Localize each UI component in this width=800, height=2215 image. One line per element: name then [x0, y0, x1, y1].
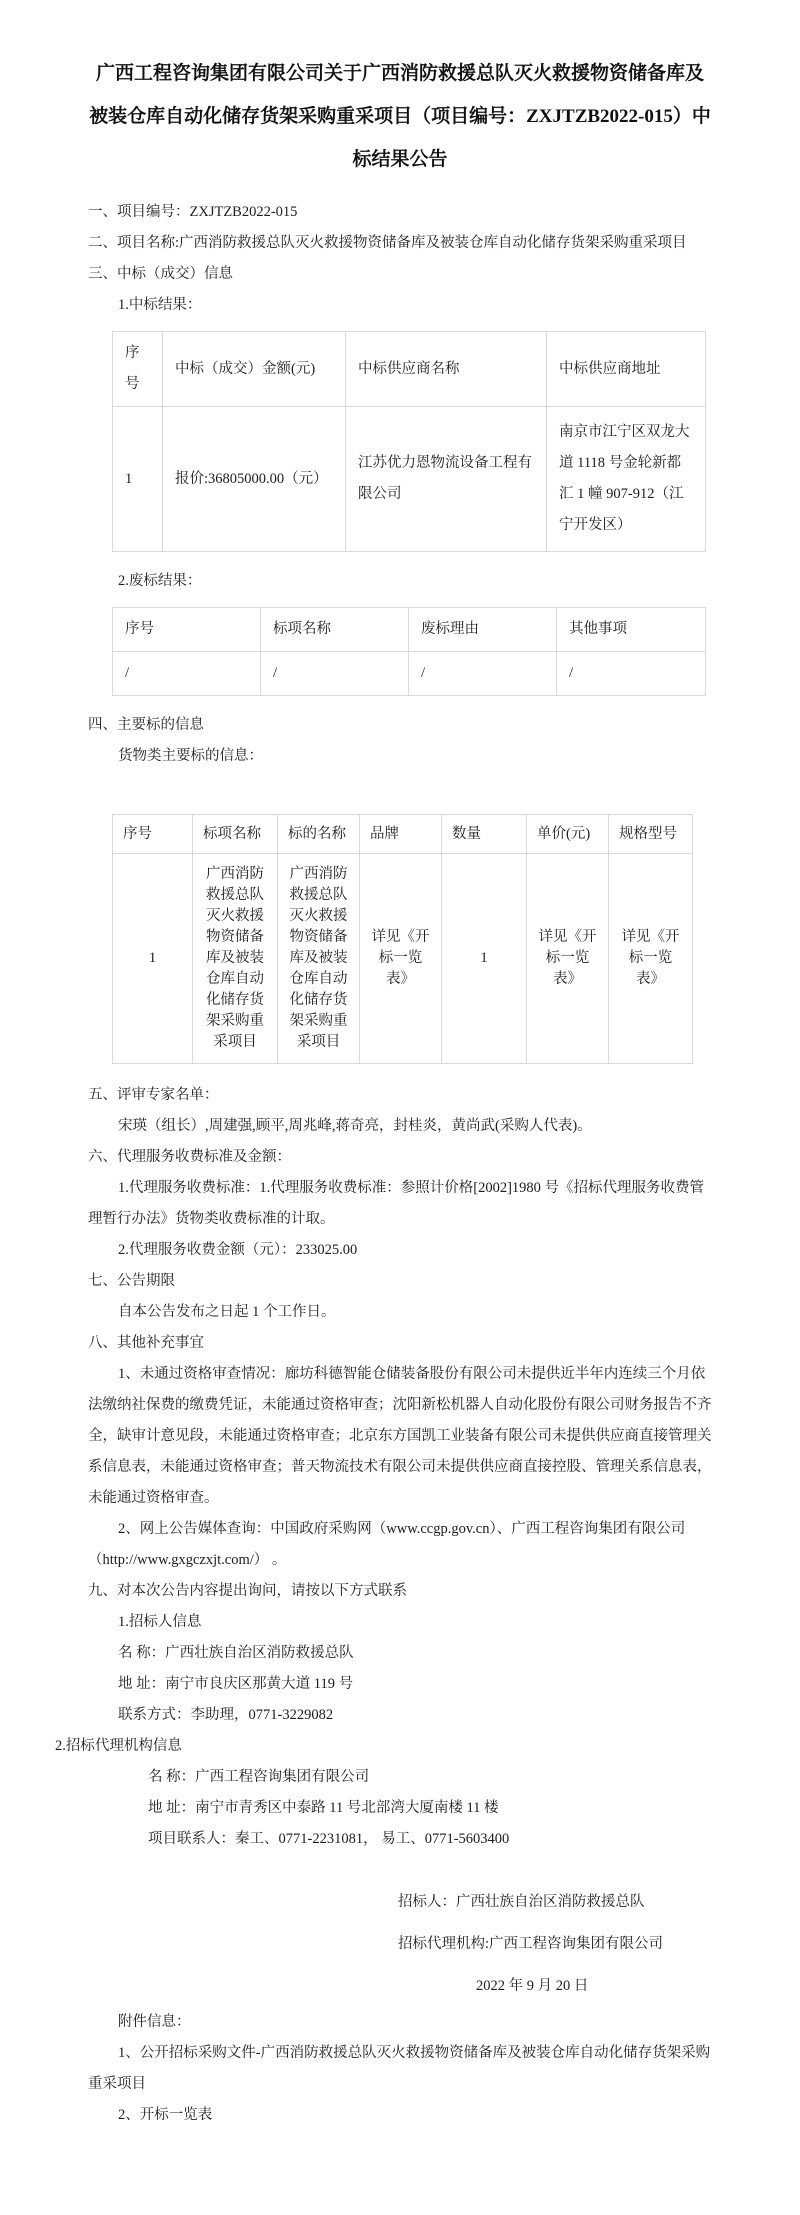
cell-other: /	[557, 652, 706, 696]
column-header-brand: 品牌	[360, 815, 442, 854]
agency-name: 名 称：广西工程咨询集团有限公司	[148, 1769, 370, 1785]
attachment-item-2: 2、开标一览表	[118, 2107, 213, 2123]
column-header-supplier-name: 中标供应商名称	[346, 332, 547, 407]
column-header-amount: 中标（成交）金额(元)	[163, 332, 346, 407]
award-result-table-header-row	[113, 332, 706, 407]
signature-block	[88, 1881, 712, 2007]
experts-list: 宋瑛（组长）,周建强,顾平,周兆峰,蒋奇亮，封桂炎，黄尚武(采购人代表)。	[118, 1118, 592, 1134]
column-header-subject-name: 标的名称	[278, 815, 360, 854]
section-award-heading: 三、中标（成交）信息	[88, 266, 233, 282]
cell-lot-name: 广西消防救援总队灭火救援物资储备库及被装仓库自动化储存货架采购重采项目	[193, 854, 278, 1064]
attachments-heading: 附件信息：	[118, 2014, 191, 2030]
period-body: 自本公告发布之日起 1 个工作日。	[118, 1304, 336, 1320]
column-header-unit-price: 单价(元)	[527, 815, 609, 854]
supplementary-qualification-note: 1、未通过资格审查情况：廊坊科德智能仓储装备股份有限公司未提供近半年内连续三个月依法缴纳社保费的缴费凭证，未能通过资格审查；沈阳新松机器人自动化股份有限公司财务报告不齐全，缺审计意见段，未能通过资格审查；北京东方国凯工业装备有限公司未提供供应商直接管理关系信息表，未能通过资格审查；普天物流技术有限公司未提供供应商直接控股、管理关系信息表，未能通过资格审查。	[88, 1366, 712, 1506]
table-row	[113, 407, 706, 552]
column-header-seq: 序号	[113, 815, 193, 854]
column-header-lot-name: 标项名称	[261, 608, 409, 652]
buyer-contact: 联系方式：李助理，0771-3229082	[118, 1707, 334, 1723]
agency-address: 地 址：南宁市青秀区中泰路 11 号北部湾大厦南楼 11 楼	[148, 1800, 499, 1816]
invalid-bid-table-header-row	[113, 608, 706, 652]
table-row	[113, 652, 706, 696]
invalid-bid-label: 2.废标结果：	[118, 573, 202, 589]
column-header-seq: 序号	[113, 332, 163, 407]
page-title: 广西工程咨询集团有限公司关于广西消防救援总队灭火救援物资储备库及被装仓库自动化储存货架采购重采项目（项目编号：ZXJTZB2022-015）中标结果公告	[89, 63, 711, 170]
column-header-spec-model: 规格型号	[609, 815, 693, 854]
section-subject-heading: 四、主要标的信息	[88, 717, 204, 733]
cell-subject-name: 广西消防救援总队灭火救援物资储备库及被装仓库自动化储存货架采购重采项目	[278, 854, 360, 1064]
column-header-lot-name: 标项名称	[193, 815, 278, 854]
subject-sub-label: 货物类主要标的信息：	[118, 748, 263, 764]
column-header-quantity: 数量	[442, 815, 527, 854]
cell-supplier-name: 江苏优力恩物流设备工程有限公司	[346, 407, 547, 552]
cell-seq: 1	[113, 854, 193, 1064]
cell-lot-name: /	[261, 652, 409, 696]
signature-agency: 招标代理机构:广西工程咨询集团有限公司	[398, 1936, 664, 1952]
section-agency-fee-heading: 六、代理服务收费标准及金额：	[88, 1149, 291, 1165]
section-period-heading: 七、公告期限	[88, 1273, 175, 1289]
column-header-seq: 序号	[113, 608, 261, 652]
signature-bidder: 招标人：广西壮族自治区消防救援总队	[398, 1894, 645, 1910]
cell-seq: /	[113, 652, 261, 696]
section-experts-heading: 五、评审专家名单：	[88, 1087, 219, 1103]
agency-fee-standard: 1.代理服务收费标准：1.代理服务收费标准：参照计价格[2002]1980 号《招标代理服务收费管理暂行办法》货物类收费标准的计取。	[88, 1180, 705, 1227]
column-header-invalid-reason: 废标理由	[409, 608, 557, 652]
buyer-address: 地 址：南宁市良庆区那黄大道 119 号	[118, 1676, 354, 1692]
agency-contact: 项目联系人：秦工、0771-2231081， 易工、0771-5603400	[148, 1831, 510, 1847]
attachment-item-1: 1、公开招标采购文件-广西消防救援总队灭火救援物资储备库及被装仓库自动化储存货架采购重采项目	[88, 2045, 711, 2092]
cell-brand: 详见《开标一览表》	[360, 854, 442, 1064]
agency-info-label: 2.招标代理机构信息	[55, 1738, 182, 1754]
cell-invalid-reason: /	[409, 652, 557, 696]
signature-date: 2022 年 9 月 20 日	[476, 1978, 589, 1994]
section-contact-heading: 九、对本次公告内容提出询问，请按以下方式联系	[88, 1583, 407, 1599]
cell-seq: 1	[113, 407, 163, 552]
invalid-bid-table	[112, 607, 706, 696]
subject-matter-table	[112, 814, 693, 1064]
cell-supplier-address: 南京市江宁区双龙大道 1118 号金轮新都汇 1 幢 907-912（江宁开发区）	[547, 407, 706, 552]
supplementary-media-note: 2、网上公告媒体查询：中国政府采购网（www.ccgp.gov.cn）、广西工程咨询集团有限公司（http://www.gxgczxjt.com/） 。	[88, 1521, 686, 1568]
cell-spec-model: 详见《开标一览表》	[609, 854, 693, 1064]
cell-quantity: 1	[442, 854, 527, 1064]
section-project-name: 二、项目名称:广西消防救援总队灭火救援物资储备库及被装仓库自动化储存货架采购重采项目	[88, 235, 687, 251]
buyer-info-label: 1.招标人信息	[118, 1614, 202, 1630]
buyer-name: 名 称：广西壮族自治区消防救援总队	[118, 1645, 354, 1661]
award-result-label: 1.中标结果：	[118, 297, 202, 313]
table-row	[113, 854, 693, 1064]
award-result-table	[112, 331, 706, 552]
subject-matter-table-header-row	[113, 815, 693, 854]
cell-unit-price: 详见《开标一览表》	[527, 854, 609, 1064]
section-project-number: 一、项目编号：ZXJTZB2022-015	[88, 204, 298, 220]
cell-amount: 报价:36805000.00（元）	[163, 407, 346, 552]
column-header-supplier-address: 中标供应商地址	[547, 332, 706, 407]
column-header-other: 其他事项	[557, 608, 706, 652]
section-supplementary-heading: 八、其他补充事宜	[88, 1335, 204, 1351]
agency-fee-amount: 2.代理服务收费金额（元）：233025.00	[118, 1242, 358, 1258]
